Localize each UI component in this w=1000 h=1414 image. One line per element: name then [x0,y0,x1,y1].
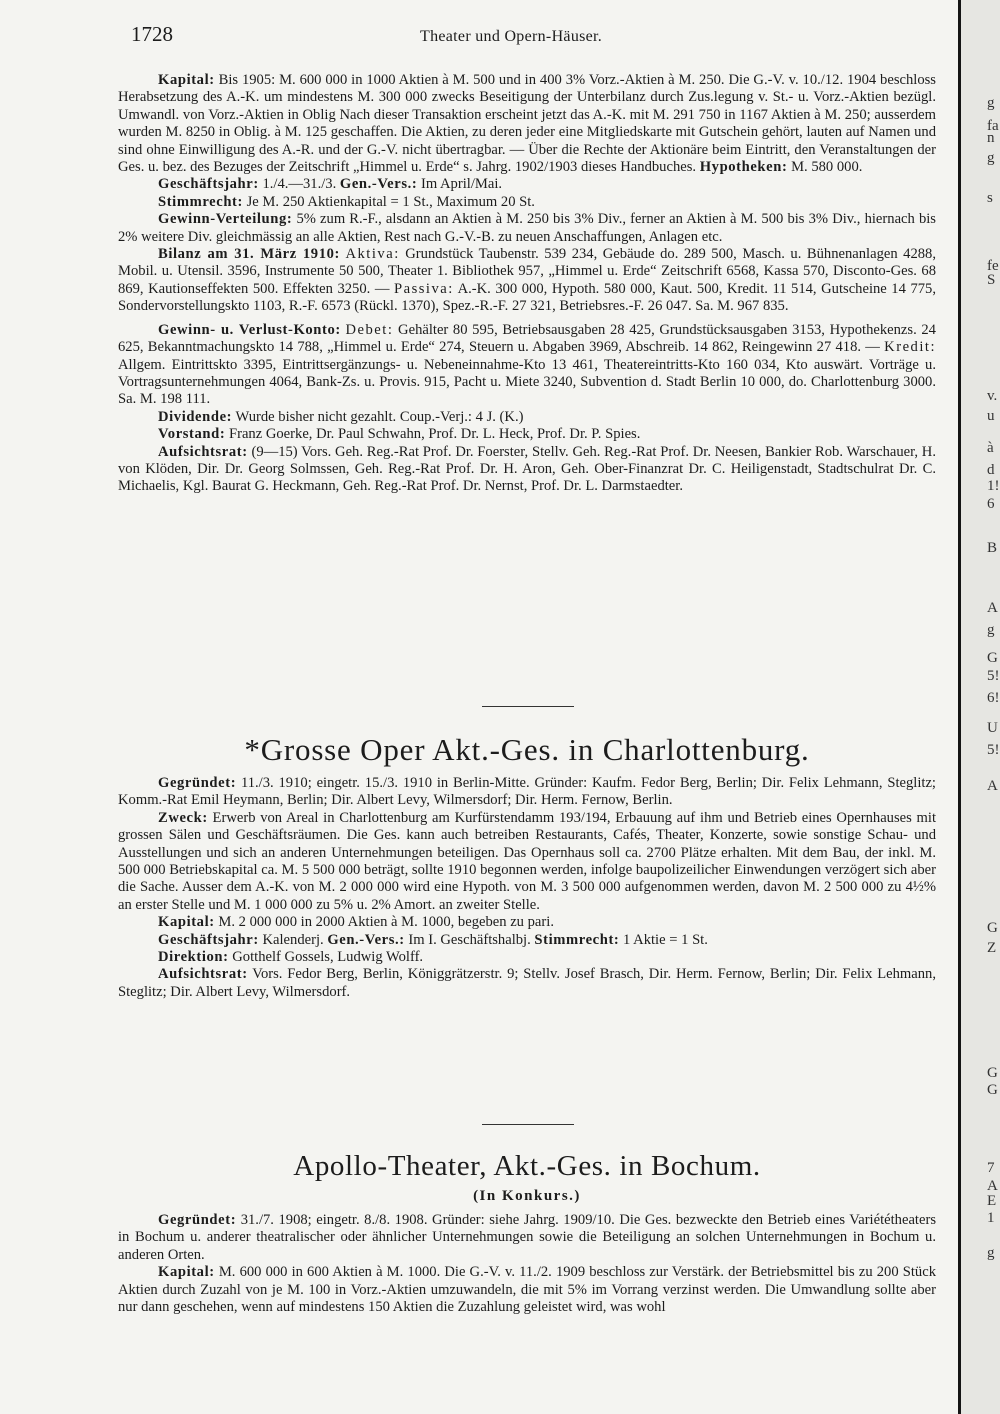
direktion-text: Gotthelf Gossels, Ludwig Wolff. [232,949,424,966]
section-divider [482,706,574,707]
gegruendet-label: Gegründet: [158,1212,237,1228]
stimmrecht-paragraph [118,194,936,211]
dividende-label: Dividende: [158,408,233,425]
adjacent-page-fragment: g [987,1245,995,1261]
vorstand-text: Franz Goerke, Dr. Paul Schwahn, Prof. Dr. L. Heck, Prof. Dr. P. Spies. [228,426,641,443]
adjacent-page-fragment: d [987,462,995,478]
kapital-label: Kapital: [158,1264,215,1281]
kapital-text: Bis 1905: M. 600 000 in 1000 Aktien à M. 500 und in 400 3% Vorz.-Aktien à M. 250. Die G.-V. v. 10./12. 1904 beschloss Herabsetzung des A.-K. um mindestens M. 300 000 zwecks Beseitigung der Unterbilanz durch Zus.legung v. St.- u. Vorz.-Aktien bezügl. Umwandl. von Vorz.-Aktien in Oblig Nach dieser Transaktion erscheint jetzt das A.-K. mit M. 291 750 in 1167 Aktien à M. 250; ausserdem wurden M. 8250 in Oblig. à M. 125 geschaffen. Die Aktien, zu deren jeder eine Mitgliedskarte mit Gutschein gehört, lauten auf Namen und sind ohne Einwilligung des A.-R. und der G.-V. nicht übertragbar. — Über die Rechte der Aktionäre beim Eintritt, den Veranstaltungen der Ges. u. bez. des Bezuges der Zeitschrift „Himmel u. Erde“ s. Jahrg. 1902/1903 dieses Handbuches. [118,72,936,176]
stimmrecht-text: 1 Aktie = 1 St. [623,931,708,948]
aufsichtsrat-paragraph [118,444,936,496]
aufsichtsrat-label: Aufsichtsrat: [158,443,248,460]
adjacent-page-fragment: A [987,600,998,616]
adjacent-page-fragment: g [987,95,995,111]
geschaeftsjahr-paragraph [118,176,936,193]
kapital-label: Kapital: [158,72,215,88]
kapital-paragraph [118,914,936,931]
genvers-text: Im April/Mai. [420,176,503,193]
genvers-text: Im I. Geschäftshalbj. [408,931,531,948]
section-apollo-theater [118,1212,936,1316]
dividende-text: Wurde bisher nicht gezahlt. Coup.-Verj.: 4 J. (K.) [235,408,524,425]
adjacent-page-edge [958,0,1000,1414]
geschaeftsjahr-text: Kalenderj. [262,931,324,948]
adjacent-page-fragment: A [987,778,998,794]
adjacent-page-fragment: g [987,150,995,166]
gegruendet-label: Gegründet: [158,775,237,791]
aufsichtsrat-text: Vors. Fedor Berg, Berlin, Königgrätzerstr. 9; Stellv. Josef Brasch, Dir. Herm. Fernow, Berlin; Dir. Felix Lehmann, Steglitz; Dir. Albert Levy, Wilmersdorf. [118,966,936,1000]
kapital-text: M. 600 000 in 600 Aktien à M. 1000. Die G.-V. v. 11./2. 1909 beschloss zur Verstärk. der Betriebsmittel bis zu 200 Stück Aktien durch Zuzahl von je M. 100 in Vorz.-Aktien umzuwandeln, die mit 5% im Vorrang verzinst werden. Die Umwandlung sollte aber nur dann geschehen, wenn auf mindestens 150 Aktien die Zuzahlung geleistet wird, was wohl [118,1264,936,1316]
adjacent-page-fragment: G [987,650,998,666]
guv-label: Gewinn- u. Verlust-Konto: [158,321,341,338]
adjacent-page-fragment: fe [987,258,999,274]
hypotheken-label: Hypotheken: [699,159,788,176]
adjacent-page-fragment: v. [987,388,998,404]
adjacent-page-fragment: G [987,1065,998,1081]
section-urania-continuation [118,72,936,496]
section-divider [482,1124,574,1125]
guv-kredit-text: Allgem. Eintrittskto 3395, Eintrittsergänzungs- u. Nebeneinnahme-Kto 13 461, Theatereintritts-Kto 160 034, Kto auswärt. Vorträge u. Vortragsunternehmungen 4064, Bank-Zs. u. Provis. 915, Pacht u. Miete 3240, Subvention d. Stadt Berlin 10 000, do. Charlottenburg 3000. Sa. M. 198 111. [118,356,936,408]
kapital-paragraph [118,72,936,176]
running-title: Theater und Opern-Häuser. [420,28,603,45]
gegruendet-paragraph [118,775,936,810]
adjacent-page-fragment: 6 [987,496,995,512]
stimmrecht-label: Stimmrecht: [534,931,620,948]
adjacent-page-fragment: 6! [987,690,1000,706]
zweck-paragraph [118,810,936,914]
adjacent-page-fragment: s [987,190,993,206]
page-header [0,22,958,52]
bilanz-paragraph [118,246,936,316]
adjacent-page-fragment: A [987,1178,998,1194]
zweck-text: Erwerb von Areal in Charlottenburg am Kurfürstendamm 193/194, Erbauung auf ihm und Betrieb eines Opernhauses mit grossen Sälen und Geschäftsräumen. Die Ges. kann auch betreiben Restaurants, Cafés, Theater, Konzerte, sowie sonstige Schau- und Ausstellungen und sich an anderen Unternehmungen beteiligen. Das Opernhaus soll ca. 2700 Plätze erhalten. Mit dem Bau, der inkl. M. 500 000 Betriebskapital ca. M. 5 500 000 beträgt, sollte 1910 begonnen werden, infolge baupolizeilicher Einwendungen verzögert sich aber die Sache. Ausser dem A.-K. von M. 2 000 000 wird eine Hypoth. von M. 3 500 000 aufgenommen werden, davon M. 2 500 000 zu 4½% an erster Stelle und M. 1 000 000 zu 5% u. 2% Amort. an zweiter Stelle. [118,809,936,913]
adjacent-page-fragment: S [987,272,996,288]
gegruendet-text: 31./7. 1908; eingetr. 8./8. 1908. Gründer: siehe Jahrg. 1909/10. Die Ges. bezweckte den Betrieb eines Variététheaters in Bochum u. anderer theatralischer oder ähnlicher Unternehmungen sowie die Beteiligung an solchen Unternehmungen in Bochum u. anderen Orten. [118,1212,936,1263]
company-subtitle-konkurs: (In Konkurs.) [473,1188,581,1204]
bilanz-label: Bilanz am 31. März 1910: [158,246,340,263]
stimmrecht-text: Je M. 250 Aktienkapital = 1 St., Maximum 20 St. [246,193,535,210]
direktion-label: Direktion: [158,949,229,966]
bilanz-passiva-label: Passiva: [393,280,454,297]
geschaeftsjahr-label: Geschäftsjahr: [158,931,259,948]
company-title-apollo-theater: Apollo-Theater, Akt.-Ges. in Bochum. [293,1150,761,1182]
adjacent-page-fragment: B [987,540,998,556]
geschaeftsjahr-paragraph [118,932,936,949]
section-grosse-oper [118,775,936,1001]
aufsichtsrat-paragraph [118,966,936,1001]
geschaeftsjahr-text: 1./4.—31./3. [262,176,337,193]
adjacent-page-fragment: fa [987,118,999,134]
genvers-label: Gen.-Vers.: [327,931,405,948]
kapital-text: M. 2 000 000 in 2000 Aktien à M. 1000, begeben zu pari. [218,914,554,931]
gewinn-verteilung-paragraph [118,211,936,246]
guv-debet-label: Debet: [345,321,394,338]
adjacent-page-fragment: u [987,408,995,424]
guv-paragraph [118,322,936,409]
aufsichtsrat-label: Aufsichtsrat: [158,966,248,983]
geschaeftsjahr-label: Geschäftsjahr: [158,176,259,193]
adjacent-page-fragment: 1 [987,1210,995,1226]
vorstand-paragraph [118,426,936,443]
gegruendet-paragraph [118,1212,936,1264]
kapital-paragraph [118,1264,936,1316]
company-title-grosse-oper: *Grosse Oper Akt.-Ges. in Charlottenburg. [244,732,810,767]
zweck-label: Zweck: [158,809,208,826]
vorstand-label: Vorstand: [158,426,226,443]
gewinn-verteilung-text: 5% zum R.-F., alsdann an Aktien à M. 250 bis 3% Div., ferner an Aktien à M. 500 bis 3% Div., hiernach bis 2% weitere Div. gleichmässig an alle Aktien, Rest nach G.-V.-B. zu neuen Anschaffungen, Anlagen etc. [118,211,936,245]
adjacent-page-fragment: 5! [987,668,1000,684]
aufsichtsrat-text: (9—15) Vors. Geh. Reg.-Rat Prof. Dr. Foerster, Stellv. Geh. Reg.-Rat Prof. Dr. Neesen, Bankier Rob. Warschauer, H. von Klöden, Dir. Dr. Georg Solmssen, Geh. Reg.-Rat Prof. Dr. H. Aron, Geh. Ober-Finanzrat Dr. C. Heiligenstadt, Stadtschulrat Dr. C. Michaelis, Kgl. Baurat G. Heckmann, Geh. Reg.-Rat Prof. Dr. Nernst, Prof. Dr. L. Darmstaedter. [118,443,936,495]
bilanz-passiva-text: A.-K. 300 000, Hypoth. 580 000, Kaut. 500, Kredit. 11 514, Gutscheine 14 775, Sondervorstellungskto 1103, R.-F. 6573 (Rückl. 1370), Spez.-R.-F. 27 321, Betriebsres.-F. 26 047. Sa. M. 967 835. [118,280,936,315]
adjacent-page-fragment: G [987,1082,998,1098]
direktion-paragraph [118,949,936,966]
adjacent-page-fragment: E [987,1193,997,1209]
bilanz-aktiva-text: Grundstück Taubenstr. 539 234, Gebäude do. 289 500, Masch. u. Bühnenanlagen 4288, Mobil. u. Utensil. 3596, Instrumente 50 500, Theater 1. Bibliothek 957, „Himmel u. Erde“ Zeitschrift 6568, Kassa 570, Disconto-Ges. 68 869, Kautionseffekten 500. Effekten 3250. — [118,246,936,297]
stimmrecht-label: Stimmrecht: [158,193,243,210]
adjacent-page-fragment: Z [987,940,997,956]
guv-debet-text: Gehälter 80 595, Betriebsausgaben 28 425, Grundstücksausgaben 3153, Hypothekenzs. 24 625, Bekanntmachungskto 14 788, „Himmel u. Erde“ 274, Steuern u. Abgaben 3969, Abschreib. 14 862, Reingewinn 27 418. — [118,321,936,356]
guv-kredit-label: Kredit: [884,339,937,356]
adjacent-page-fragment: g [987,622,995,638]
genvers-label: Gen.-Vers.: [339,176,418,193]
adjacent-page-fragment: à [987,440,994,456]
page-number: 1728 [131,22,173,46]
adjacent-page-fragment: 5! [987,742,1000,758]
dividende-paragraph [118,409,936,426]
adjacent-page-fragment: 7 [987,1160,995,1176]
gewinn-verteilung-label: Gewinn-Verteilung: [158,211,293,228]
adjacent-page-fragment: U [987,720,998,736]
adjacent-page-fragment: G [987,920,998,936]
adjacent-page-fragment: 1! [987,478,1000,494]
bilanz-aktiva-label: Aktiva: [345,246,400,263]
gegruendet-text: 11./3. 1910; eingetr. 15./3. 1910 in Berlin-Mitte. Gründer: Kaufm. Fedor Berg, Berlin; Dir. Felix Lehmann, Steglitz; Komm.-Rat Emil Heymann, Berlin; Dir. Albert Levy, Wilmersdorf; Dir. Herm. Fernow, Berlin. [118,775,936,809]
kapital-label: Kapital: [158,914,215,931]
hypotheken-text: M. 580 000. [791,159,863,176]
adjacent-page-fragment: n [987,130,995,146]
